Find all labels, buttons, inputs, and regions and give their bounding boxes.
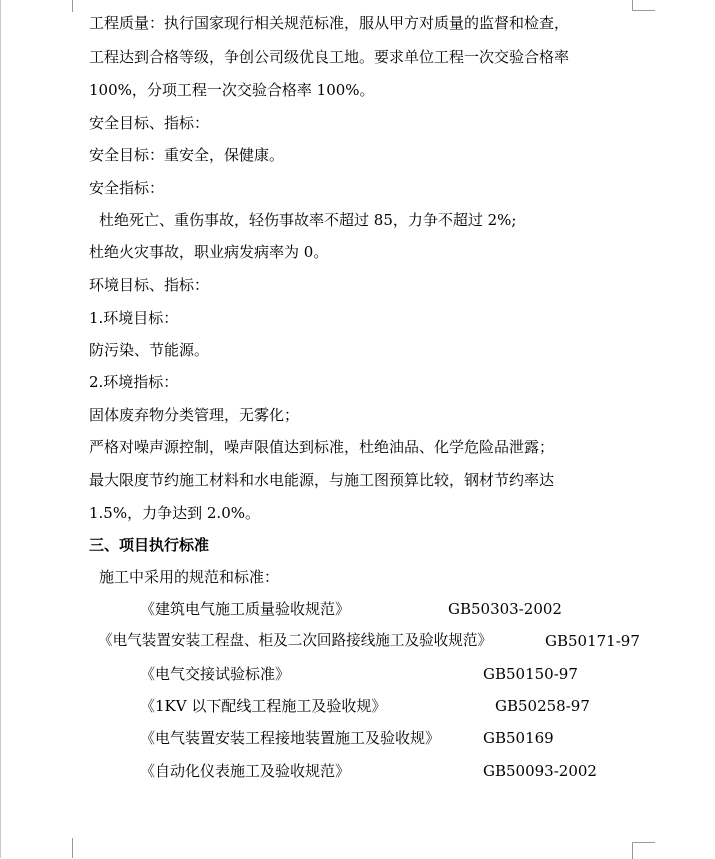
standard-code: GB50150-97 [483, 665, 578, 683]
environment-index-4: 1.5%，力争达到 2.0%。 [89, 504, 260, 522]
environment-index-1: 固体废弃物分类管理，无雾化； [89, 406, 300, 424]
environment-goal-label: 1.环境目标： [89, 309, 179, 327]
standard-name: 《1KV 以下配线工程施工及验收规》 [140, 697, 387, 715]
environment-goal: 防污染、节能源。 [89, 341, 210, 359]
safety-heading: 安全目标、指标： [89, 114, 210, 132]
safety-index-1: 杜绝死亡、重伤事故，轻伤事故率不超过 85，力争不超过 2%; [99, 211, 517, 229]
standard-name: 《自动化仪表施工及验收规范》 [140, 762, 351, 780]
standard-name: 《建筑电气施工质量验收规范》 [140, 600, 351, 618]
paragraph-quality-2: 工程达到合格等级，争创公司级优良工地。要求单位工程一次交验合格率 [89, 48, 570, 66]
standard-code: GB50258-97 [495, 697, 590, 715]
safety-index-label: 安全指标： [89, 179, 165, 197]
environment-index-2: 严格对噪声源控制，噪声限值达到标准，杜绝油品、化学危险品泄露； [89, 438, 555, 456]
safety-goal: 安全目标：重安全，保健康。 [89, 146, 285, 164]
section-heading: 三、项目执行标准 [89, 536, 210, 554]
crop-mark-top-right [632, 0, 655, 11]
paragraph-quality-3: 100%，分项工程一次交验合格率 100%。 [89, 81, 375, 99]
crop-mark-bottom-right [632, 842, 655, 859]
page-edge [0, 0, 1, 858]
standard-code: GB50303-2002 [448, 600, 562, 618]
environment-heading: 环境目标、指标： [89, 276, 210, 294]
standard-name: 《电气交接试验标准》 [140, 665, 291, 683]
standard-name: 《电气装置安装工程盘、柜及二次回路接线施工及验收规范》 [98, 632, 493, 649]
standard-code: GB50171-97 [545, 632, 640, 650]
crop-mark-top-left [60, 0, 73, 12]
environment-index-3: 最大限度节约施工材料和水电能源，与施工图预算比较，钢材节约率达 [89, 471, 555, 489]
standard-code: GB50093-2002 [483, 762, 597, 780]
crop-mark-bottom-left [60, 838, 73, 858]
environment-index-label: 2.环境指标： [89, 373, 179, 391]
safety-index-2: 杜绝火灾事故，职业病发病率为 0。 [89, 243, 329, 261]
standard-name: 《电气装置安装工程接地装置施工及验收规》 [140, 729, 441, 747]
standard-code: GB50169 [483, 729, 554, 747]
standards-intro: 施工中采用的规范和标准： [99, 568, 280, 586]
paragraph-quality-1: 工程质量：执行国家现行相关规范标准，服从甲方对质量的监督和检查， [89, 14, 570, 32]
